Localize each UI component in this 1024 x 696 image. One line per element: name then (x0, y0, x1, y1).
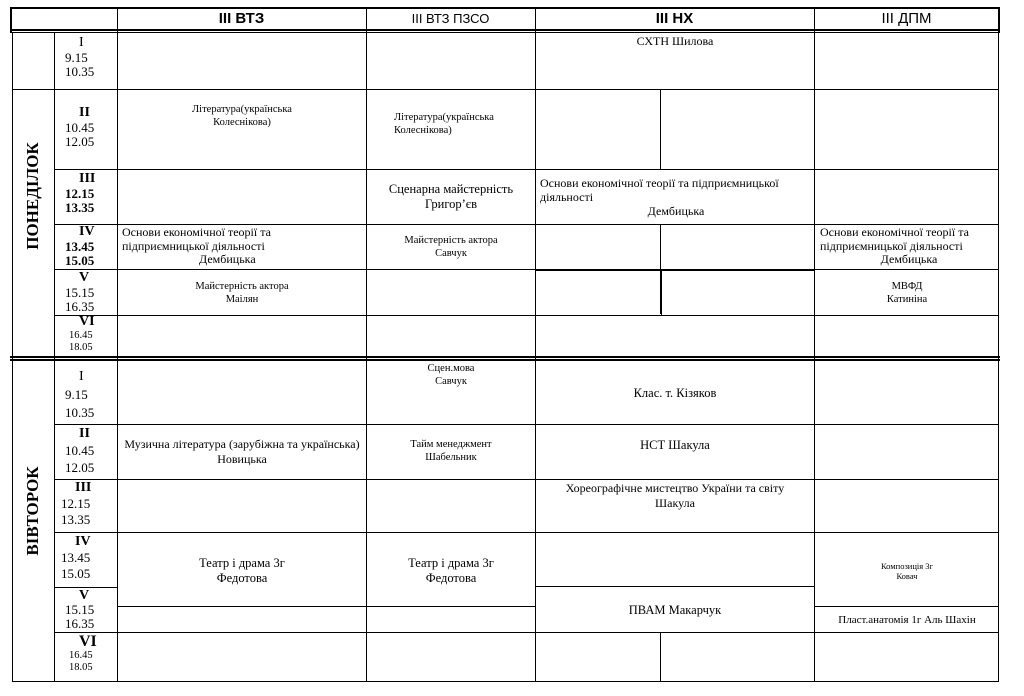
period-number: II (79, 426, 90, 441)
header-col-vtz-pzso: III ВТЗ ПЗСО (411, 11, 490, 26)
period-end: 10.35 (65, 405, 95, 420)
period-number: IV (79, 224, 95, 239)
period-number: III (79, 171, 96, 186)
lesson-cell: МВФД Катиніна (886, 281, 928, 305)
day-sep-1 (10, 356, 1000, 358)
nh-split-mon-p2 (660, 89, 661, 169)
period-number: VI (79, 633, 97, 650)
period-cell (55, 635, 117, 681)
mon-row-line-5 (54, 315, 999, 316)
period-end: 12.05 (65, 460, 95, 475)
period-number: V (79, 270, 90, 285)
period-start: 9.15 (65, 49, 88, 65)
lesson-cell: Майстерність актора Савчук (404, 235, 498, 259)
period-end: 16.35 (65, 299, 95, 314)
period-start: 15.15 (65, 284, 95, 300)
period-end: 15.05 (61, 566, 91, 581)
mon-nh-line-bold (535, 269, 815, 271)
lesson-cell: Хореографічне мистецтво України та світу Шакула (565, 481, 785, 510)
lesson-cell: Основи економічної теорії та підприємницької діяльності Дембицька (820, 225, 969, 266)
period-start: 12.15 (65, 185, 95, 201)
tue-row-line-1 (54, 424, 999, 425)
mon-row-line-1 (12, 89, 999, 90)
nh-split-mon-p5-bold (661, 269, 662, 315)
period-cell (55, 480, 117, 532)
period-start: 12.15 (61, 496, 91, 511)
header-col-dpm: III ДПМ (881, 10, 932, 27)
period-end: 18.05 (69, 341, 93, 353)
tue-row-line-4b (535, 586, 815, 587)
day-sep-2 (10, 359, 1000, 361)
lesson-cell: ПВАМ Макарчук (628, 603, 722, 617)
period-start: 16.45 (69, 329, 93, 341)
lesson-cell: Театр і драма 3г Федотова (408, 556, 494, 585)
lesson-cell: СХТН Шилова (636, 34, 714, 48)
period-cell (55, 225, 117, 269)
period-end: 15.05 (65, 253, 95, 268)
lesson-cell: Література(українська Колеснікова) (192, 104, 292, 128)
col-sep-nh (535, 7, 536, 682)
header-col-vtz: III ВТЗ (218, 10, 265, 27)
period-start: 15.15 (65, 602, 95, 617)
lesson-cell: Сценарна майстерність Григор’єв (388, 182, 514, 211)
period-cell (55, 425, 117, 479)
tue-row-line-4d (814, 606, 999, 607)
period-number: III (75, 480, 92, 495)
period-cell (55, 368, 117, 424)
day-label-tuesday: ВІВТОРОК (23, 466, 42, 556)
lesson-cell: Пласт.анатомія 1г Аль Шахін (838, 614, 976, 626)
tue-row-line-5 (54, 632, 999, 633)
tue-row-line-3 (54, 532, 999, 533)
day-label-monday: ПОНЕДІЛОК (23, 142, 42, 250)
lesson-cell: Основи економічної теорії та підприємницької діяльності Дембицька (122, 225, 271, 266)
period-start: 10.45 (65, 119, 95, 135)
period-number: II (79, 105, 90, 120)
tue-row-line-4c (117, 606, 535, 607)
frame-left-top (10, 7, 12, 33)
period-end: 12.05 (65, 134, 95, 149)
period-number: IV (75, 534, 91, 549)
period-number: I (79, 369, 84, 384)
header-col-nh: III НХ (655, 10, 694, 27)
period-cell (55, 106, 117, 166)
period-cell (55, 315, 117, 356)
lesson-cell: Театр і драма 3г Федотова (199, 556, 285, 585)
period-end: 13.35 (61, 512, 91, 527)
lesson-cell: Клас. т. Кізяков (633, 386, 717, 400)
lesson-cell: Музична література (зарубіжна та українська) Новицька (124, 437, 360, 466)
period-start: 13.45 (65, 238, 95, 254)
mon-row-line-2 (54, 169, 999, 170)
lesson-cell: Композиція 3г Ковач (880, 561, 934, 581)
lesson-cell: Тайм менеджмент Шабельник (410, 439, 492, 463)
lesson-cell: Сцен.мова Савчук (427, 363, 475, 387)
period-cell (55, 534, 117, 587)
mon-row-line-4 (54, 269, 999, 270)
lesson-cell: НСТ Шакула (640, 438, 710, 452)
period-start: 10.45 (65, 443, 95, 458)
period-end: 13.35 (65, 200, 95, 215)
period-start: 16.45 (69, 649, 93, 661)
header-line-2 (10, 32, 1000, 33)
period-number: I (79, 35, 84, 50)
period-end: 18.05 (69, 661, 93, 673)
lesson-cell: Література(українська Колеснікова) (394, 112, 494, 136)
period-end: 16.35 (65, 616, 95, 631)
tue-row-line-2 (54, 479, 999, 480)
period-end: 10.35 (65, 64, 95, 79)
lesson-cell: Майстерність актора Маілян (195, 281, 289, 305)
period-cell (55, 172, 117, 224)
period-cell (55, 36, 117, 89)
period-number: V (79, 588, 90, 603)
period-cell (55, 589, 117, 632)
bottom-border (12, 681, 999, 682)
period-number: VI (79, 314, 95, 329)
nh-split-tue-p6 (660, 632, 661, 682)
period-start: 9.15 (65, 387, 88, 402)
period-cell (55, 271, 117, 315)
period-start: 13.45 (61, 550, 91, 565)
lesson-cell: Основи економічної теорії та підприємницької діяльності Дембицька (540, 176, 779, 218)
